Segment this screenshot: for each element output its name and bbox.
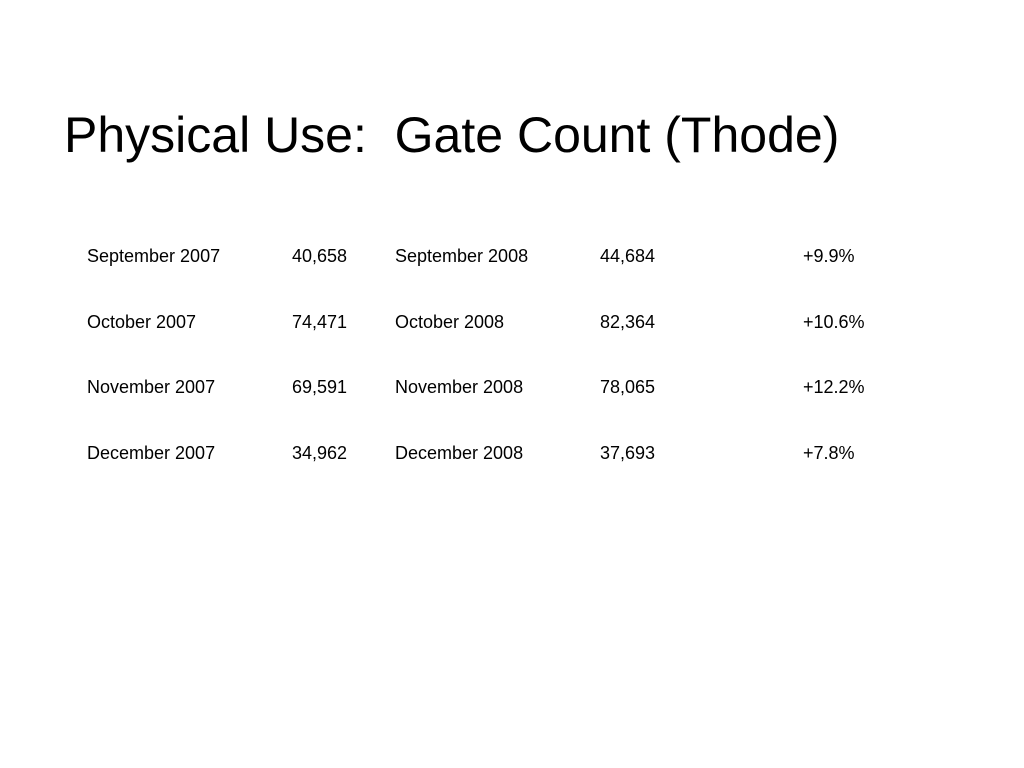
count-2007-cell: 69,591 — [292, 377, 348, 398]
slide-title: Physical Use: Gate Count (Thode) — [64, 107, 840, 163]
month-2008-cell: November 2008 — [395, 377, 524, 398]
change-cell: +9.9% — [803, 246, 855, 267]
table-row — [76, 355, 923, 421]
table-row — [76, 290, 923, 356]
month-2008-cell: October 2008 — [395, 311, 505, 332]
change-cell: +12.2% — [803, 377, 865, 398]
change-cell: +7.8% — [803, 442, 855, 463]
month-2007-cell: November 2007 — [87, 377, 216, 398]
count-2008-cell: 44,684 — [600, 246, 656, 267]
count-2007-cell: 34,962 — [292, 442, 348, 463]
count-2008-cell: 37,693 — [600, 442, 656, 463]
month-2008-cell: December 2008 — [395, 442, 524, 463]
month-2007-cell: September 2007 — [87, 246, 221, 267]
table-row — [76, 421, 923, 487]
count-2008-cell: 82,364 — [600, 311, 656, 332]
count-2008-cell: 78,065 — [600, 377, 656, 398]
month-2008-cell: September 2008 — [395, 246, 529, 267]
month-2007-cell: October 2007 — [87, 311, 197, 332]
change-cell: +10.6% — [803, 311, 865, 332]
table-row — [76, 224, 923, 290]
gate-count-table — [76, 224, 923, 486]
month-2007-cell: December 2007 — [87, 442, 216, 463]
count-2007-cell: 74,471 — [292, 311, 348, 332]
count-2007-cell: 40,658 — [292, 246, 348, 267]
